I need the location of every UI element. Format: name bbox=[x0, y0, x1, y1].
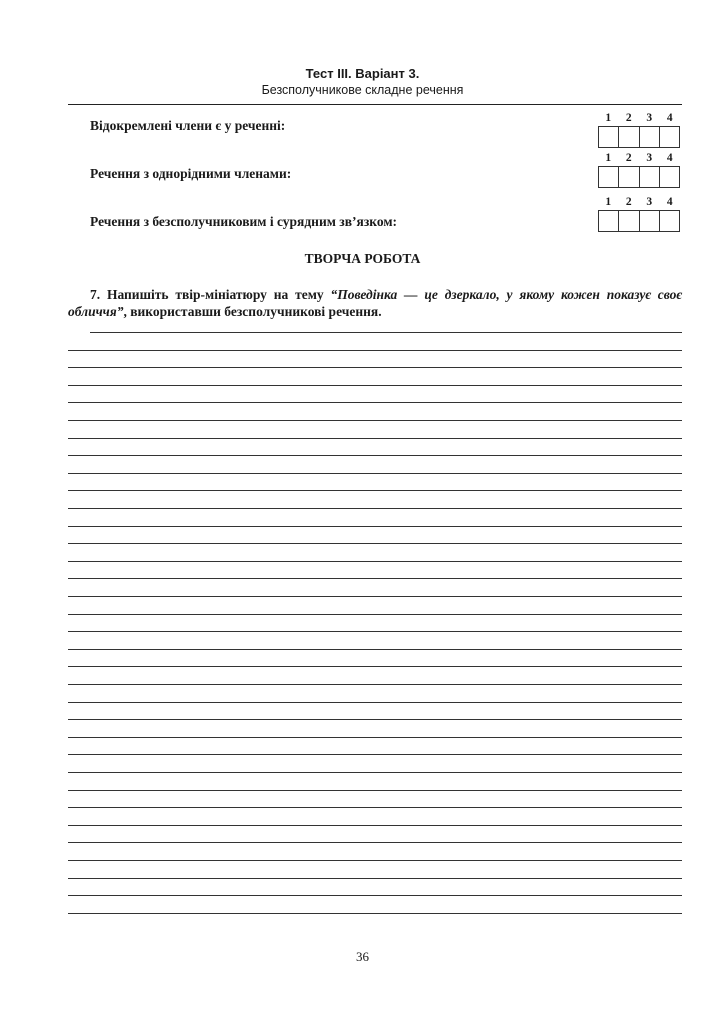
answer-number: 4 bbox=[666, 112, 673, 124]
answer-number: 3 bbox=[646, 112, 653, 124]
writing-line bbox=[68, 614, 682, 615]
writing-line bbox=[68, 666, 682, 667]
writing-line bbox=[68, 913, 682, 914]
task-lead: Напишіть твір-мініатюру на тему bbox=[106, 287, 324, 302]
answer-number: 1 bbox=[605, 112, 612, 124]
writing-line bbox=[68, 790, 682, 791]
answer-box[interactable] bbox=[660, 211, 679, 231]
answer-box[interactable] bbox=[619, 167, 639, 187]
writing-line bbox=[68, 455, 682, 456]
answer-number: 1 bbox=[605, 152, 612, 164]
writing-line bbox=[68, 561, 682, 562]
answer-number: 2 bbox=[625, 196, 632, 208]
task-text bbox=[68, 286, 682, 320]
answer-numbers bbox=[598, 196, 680, 210]
writing-line bbox=[68, 754, 682, 755]
answer-boxes bbox=[598, 210, 680, 232]
writing-line bbox=[68, 385, 682, 386]
writing-line bbox=[68, 825, 682, 826]
answer-box[interactable] bbox=[599, 167, 619, 187]
writing-line bbox=[68, 737, 682, 738]
section-title: ТВОРЧА РОБОТА bbox=[304, 251, 421, 266]
answer-numbers bbox=[598, 112, 680, 126]
writing-line bbox=[68, 578, 682, 579]
answer-box[interactable] bbox=[660, 167, 679, 187]
question-label: Речення з однорідними членами: bbox=[90, 166, 292, 181]
header-divider bbox=[68, 104, 682, 105]
answer-box[interactable] bbox=[599, 211, 619, 231]
page-subtitle: Безсполучникове складне речення bbox=[261, 83, 464, 97]
writing-line bbox=[68, 420, 682, 421]
writing-line bbox=[68, 772, 682, 773]
writing-line bbox=[68, 631, 682, 632]
writing-line bbox=[68, 438, 682, 439]
writing-line bbox=[68, 702, 682, 703]
task-number: 7. bbox=[90, 287, 101, 302]
answer-number: 4 bbox=[666, 196, 673, 208]
answer-box[interactable] bbox=[640, 167, 660, 187]
answer-grid bbox=[598, 152, 680, 188]
task-theme: “Поведінка — це дзеркало, у якому кожен показує своє обличчя” bbox=[68, 287, 682, 319]
page-title: Тест III. Варіант 3. bbox=[305, 66, 420, 81]
page-number: 36 bbox=[356, 949, 369, 964]
answer-grid bbox=[598, 112, 680, 148]
writing-line bbox=[68, 719, 682, 720]
answer-boxes bbox=[598, 126, 680, 148]
answer-box[interactable] bbox=[619, 127, 639, 147]
writing-line bbox=[68, 895, 682, 896]
answer-number: 3 bbox=[646, 152, 653, 164]
writing-line bbox=[90, 332, 682, 333]
answer-number: 2 bbox=[625, 152, 632, 164]
writing-line bbox=[68, 402, 682, 403]
writing-line bbox=[68, 526, 682, 527]
writing-line bbox=[68, 367, 682, 368]
writing-line bbox=[68, 807, 682, 808]
answer-numbers bbox=[598, 152, 680, 166]
writing-line bbox=[68, 473, 682, 474]
answer-grid bbox=[598, 196, 680, 232]
writing-line bbox=[68, 543, 682, 544]
answer-box[interactable] bbox=[599, 127, 619, 147]
answer-box[interactable] bbox=[640, 127, 660, 147]
answer-number: 1 bbox=[605, 196, 612, 208]
writing-line bbox=[68, 508, 682, 509]
answer-number: 4 bbox=[666, 152, 673, 164]
writing-line bbox=[68, 490, 682, 491]
answer-number: 3 bbox=[646, 196, 653, 208]
answer-number: 2 bbox=[625, 112, 632, 124]
writing-line bbox=[68, 596, 682, 597]
question-label: Відокремлені члени є у реченні: bbox=[90, 118, 286, 133]
writing-line bbox=[68, 878, 682, 879]
writing-line bbox=[68, 860, 682, 861]
writing-line bbox=[68, 649, 682, 650]
writing-line bbox=[68, 350, 682, 351]
question-label: Речення з безсполучниковим і сурядним зв’язком: bbox=[90, 214, 398, 229]
answer-boxes bbox=[598, 166, 680, 188]
answer-box[interactable] bbox=[619, 211, 639, 231]
answer-box[interactable] bbox=[640, 211, 660, 231]
writing-line bbox=[68, 684, 682, 685]
task-tail: , використавши безсполучникові речення. bbox=[123, 304, 382, 319]
writing-line bbox=[68, 842, 682, 843]
answer-box[interactable] bbox=[660, 127, 679, 147]
